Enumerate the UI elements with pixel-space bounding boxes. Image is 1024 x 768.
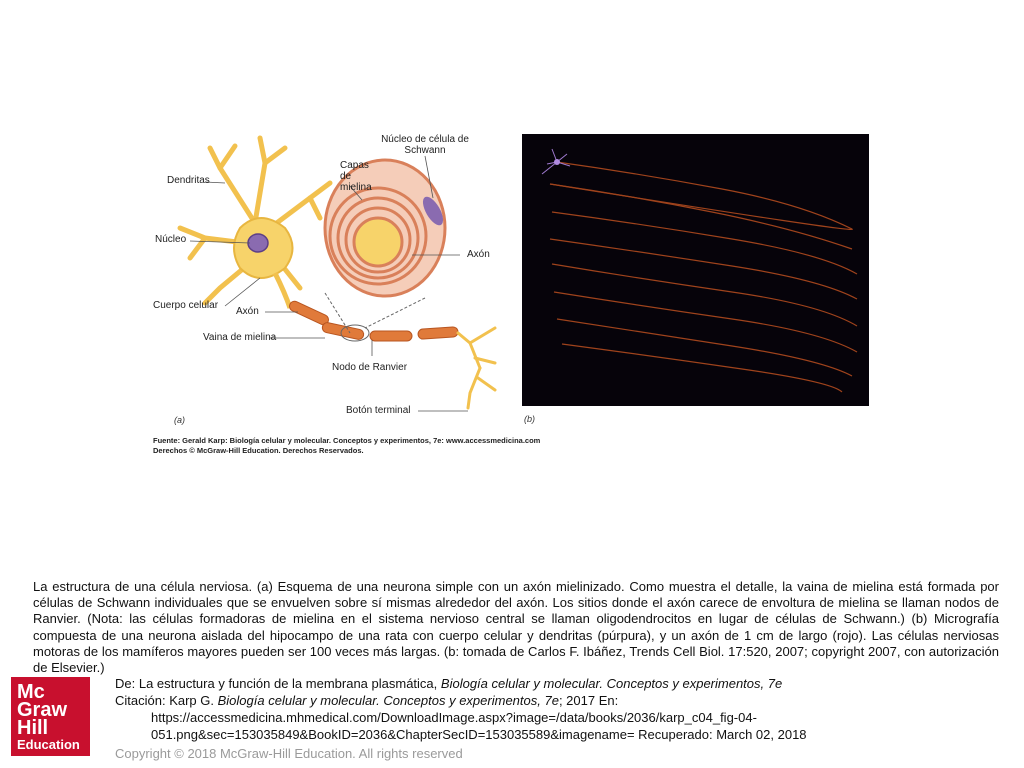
label-capas-mielina: Capas de mielina	[340, 160, 372, 193]
label-nucleo: Núcleo	[155, 234, 187, 245]
chapter-title: La estructura y función de la membrana plasmática,	[138, 676, 438, 691]
label-nucleo-schwann: Núcleo de célula de Schwann	[381, 134, 469, 156]
label-dendritas: Dendritas	[167, 175, 210, 186]
label-axon-right: Axón	[467, 249, 490, 260]
book-title: Biología celular y molecular. Conceptos y experimentos, 7e	[440, 676, 783, 691]
figure-source-line2: Derechos © McGraw-Hill Education. Derechos Reservados.	[153, 446, 364, 455]
label-cuerpo-celular: Cuerpo celular	[153, 300, 219, 311]
label-axon-left: Axón	[236, 306, 259, 317]
citation-line: Citación: Karp G. Biología celular y molecular. Conceptos y experimentos, 7e; 2017 En:	[115, 693, 619, 708]
micrograph-image	[522, 134, 869, 406]
label-vaina-mielina: Vaina de mielina	[203, 332, 277, 343]
citation-block	[115, 675, 885, 743]
neuron-diagram	[150, 128, 541, 455]
citation-url-2[interactable]: 051.png&sec=153035849&BookID=2036&ChapterSecID=153035589&imagename= Recuperado: March 02, 2018	[151, 727, 807, 742]
logo-line1: Mc	[17, 681, 45, 703]
logo-line3: Hill	[17, 717, 49, 739]
figure-caption: La estructura de una célula nerviosa. (a) Esquema de una neurona simple con un axón mielinizado. Como muestra el detalle, la vaina de mielina está formada por células de Schwann individuales que se envuelven sobre sí mismas alrededor del axón. Los sitios donde el axón carece de envoltura de mielina se llaman nodos de Ranvier. (Nota: las células formadoras de mielina en el sistema nervioso central se llaman oligodendrocitos en lugar de células de Schwann.) (b) Micrografía compuesta de una neurona aislada del hipocampo de una rata con cuerpo celular y dendritas (púrpura), y un axón de 1 cm de largo (rojo). Las células nerviosas motoras de los mamíferos mayores pueden ser 100 veces más largas. (b: tomada de Carlos F. Ibáñez, Trends Cell Biol. 17:520, 2007; copyright 2007, con autorización de Elsevier.)	[33, 579, 999, 676]
copyright-notice: Copyright © 2018 McGraw-Hill Education. All rights reserved	[115, 746, 463, 761]
panel-letter-a: (a)	[174, 415, 185, 425]
logo-line4: Education	[17, 737, 80, 752]
panel-letter-b: (b)	[524, 414, 535, 424]
figure	[150, 128, 870, 458]
label-nodo-ranvier: Nodo de Ranvier	[332, 362, 408, 373]
citation-url-1[interactable]: https://accessmedicina.mhmedical.com/DownloadImage.aspx?image=/data/books/2036/karp_c04_fig-04-	[151, 710, 757, 725]
micrograph	[522, 134, 869, 424]
figure-source	[153, 436, 593, 456]
neuron-illustration	[150, 128, 510, 428]
citation-de-line: De: La estructura y función de la membrana plasmática, Biología celular y molecular. Conceptos y experimentos, 7e	[115, 676, 783, 691]
figure-source-line1: Fuente: Gerald Karp: Biología celular y molecular. Conceptos y experimentos, 7e: www.accessmedicina.com	[153, 436, 541, 445]
label-boton-terminal: Botón terminal	[346, 405, 411, 416]
mcgraw-hill-logo	[11, 677, 90, 756]
logo-line2: Graw	[17, 699, 68, 721]
